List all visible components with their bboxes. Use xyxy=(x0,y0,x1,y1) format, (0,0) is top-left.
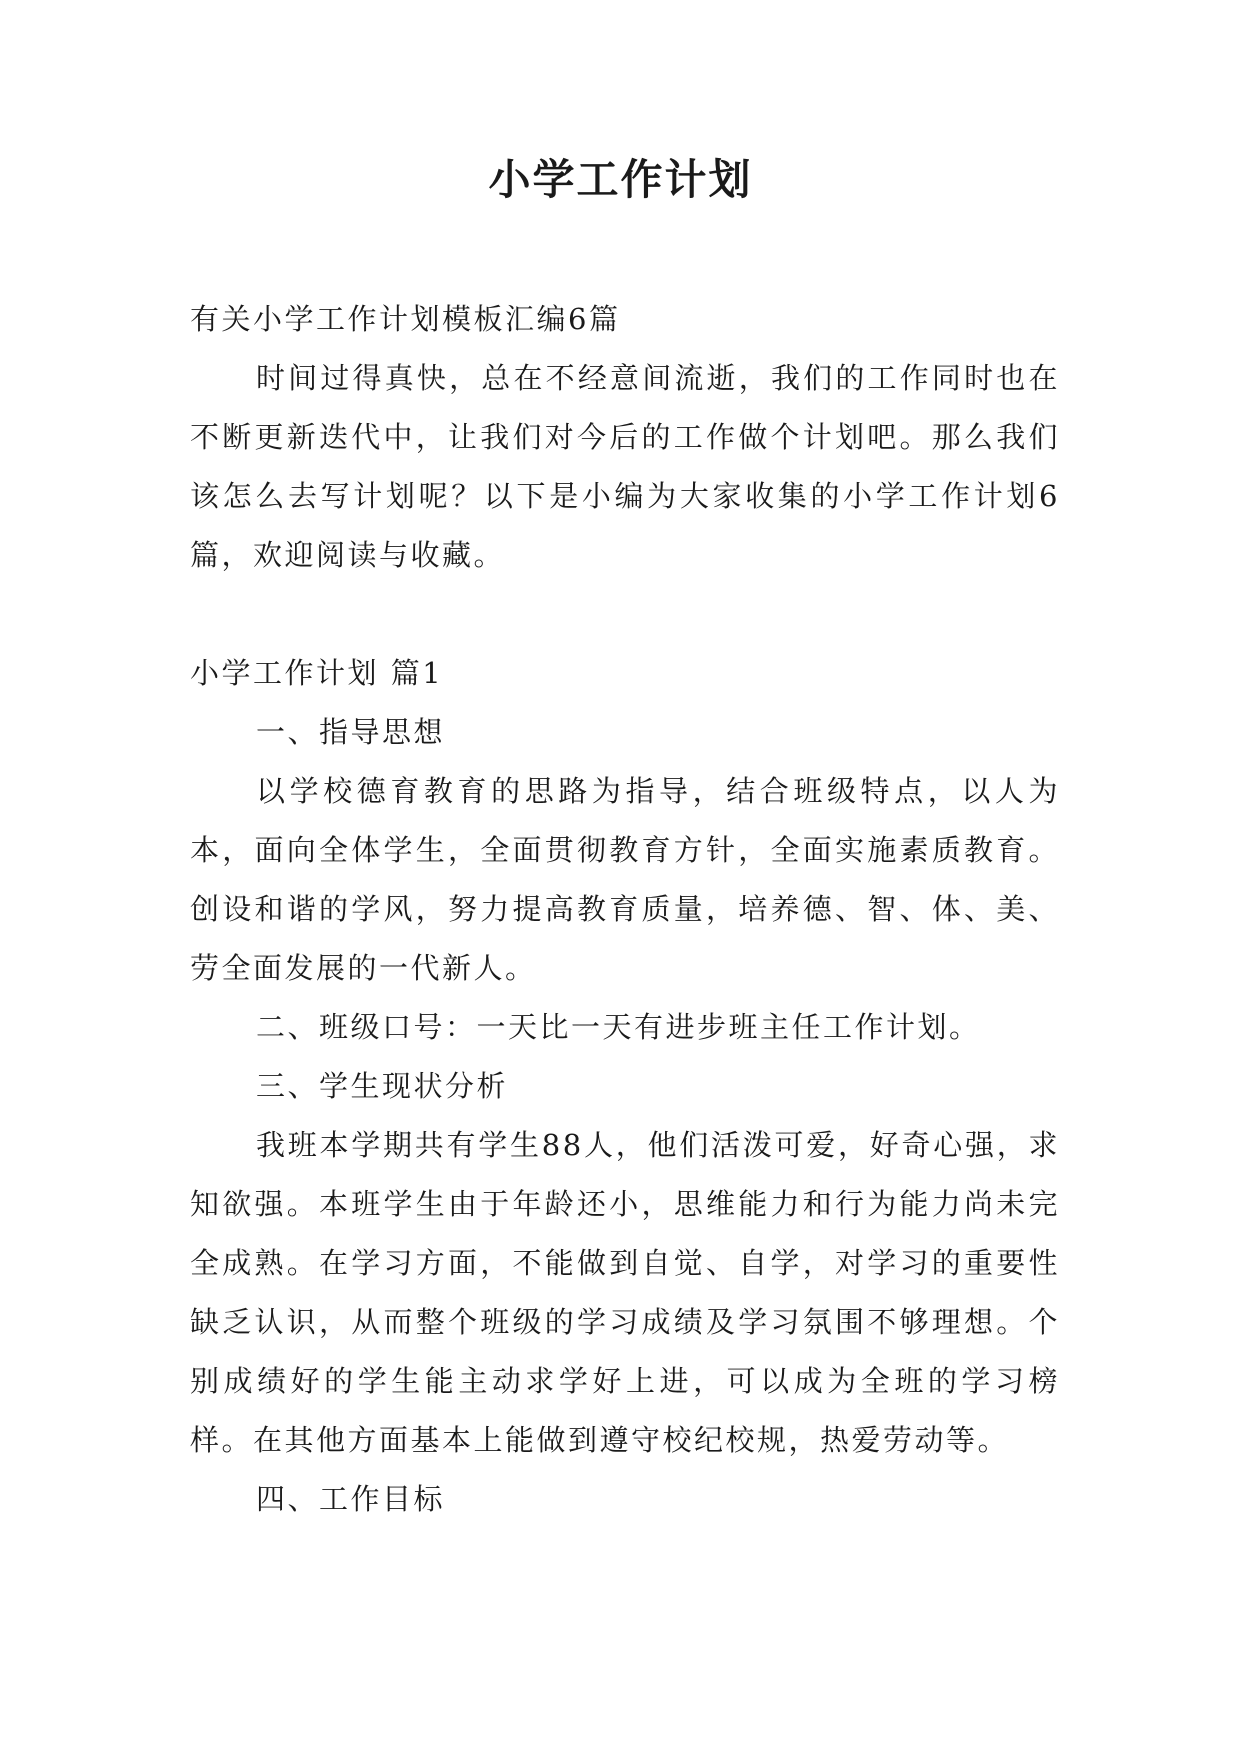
section-spacer xyxy=(190,585,1060,644)
document-subtitle: 有关小学工作计划模板汇编6篇 xyxy=(190,302,621,336)
heading-student-analysis: 三、学生现状分析 xyxy=(256,1069,509,1103)
paragraph-student-analysis: 我班本学期共有学生88人，他们活泼可爱，好奇心强，求知欲强。本班学生由于年龄还小，思维能力和行为能力尚未完全成熟。在学习方面，不能做到自觉、自学，对学习的重要性缺乏认识，从而整个班级的学习成绩及学习氛围不够理想。个别成绩好的学生能主动求学好上进，可以成为全班的学习榜样。在其他方面基本上能做到遵守校纪校规，热爱劳动等。 xyxy=(190,1128,1060,1457)
document-body xyxy=(190,290,1060,1529)
heading-guiding-ideology: 一、指导思想 xyxy=(256,715,446,749)
section-heading: 小学工作计划 篇1 xyxy=(190,656,444,690)
paragraph-class-slogan: 二、班级口号：一天比一天有进步班主任工作计划。 xyxy=(256,1010,981,1044)
paragraph-guiding-ideology: 以学校德育教育的思路为指导，结合班级特点，以人为本，面向全体学生，全面贯彻教育方针，全面实施素质教育。创设和谐的学风，努力提高教育质量，培养德、智、体、美、劳全面发展的一代新人。 xyxy=(190,774,1060,985)
document-title: 小学工作计划 xyxy=(488,155,753,204)
heading-work-goals: 四、工作目标 xyxy=(256,1482,446,1516)
intro-paragraph: 时间过得真快，总在不经意间流逝，我们的工作同时也在不断更新迭代中，让我们对今后的工作做个计划吧。那么我们该怎么去写计划呢？以下是小编为大家收集的小学工作计划6篇，欢迎阅读与收藏。 xyxy=(190,361,1060,572)
